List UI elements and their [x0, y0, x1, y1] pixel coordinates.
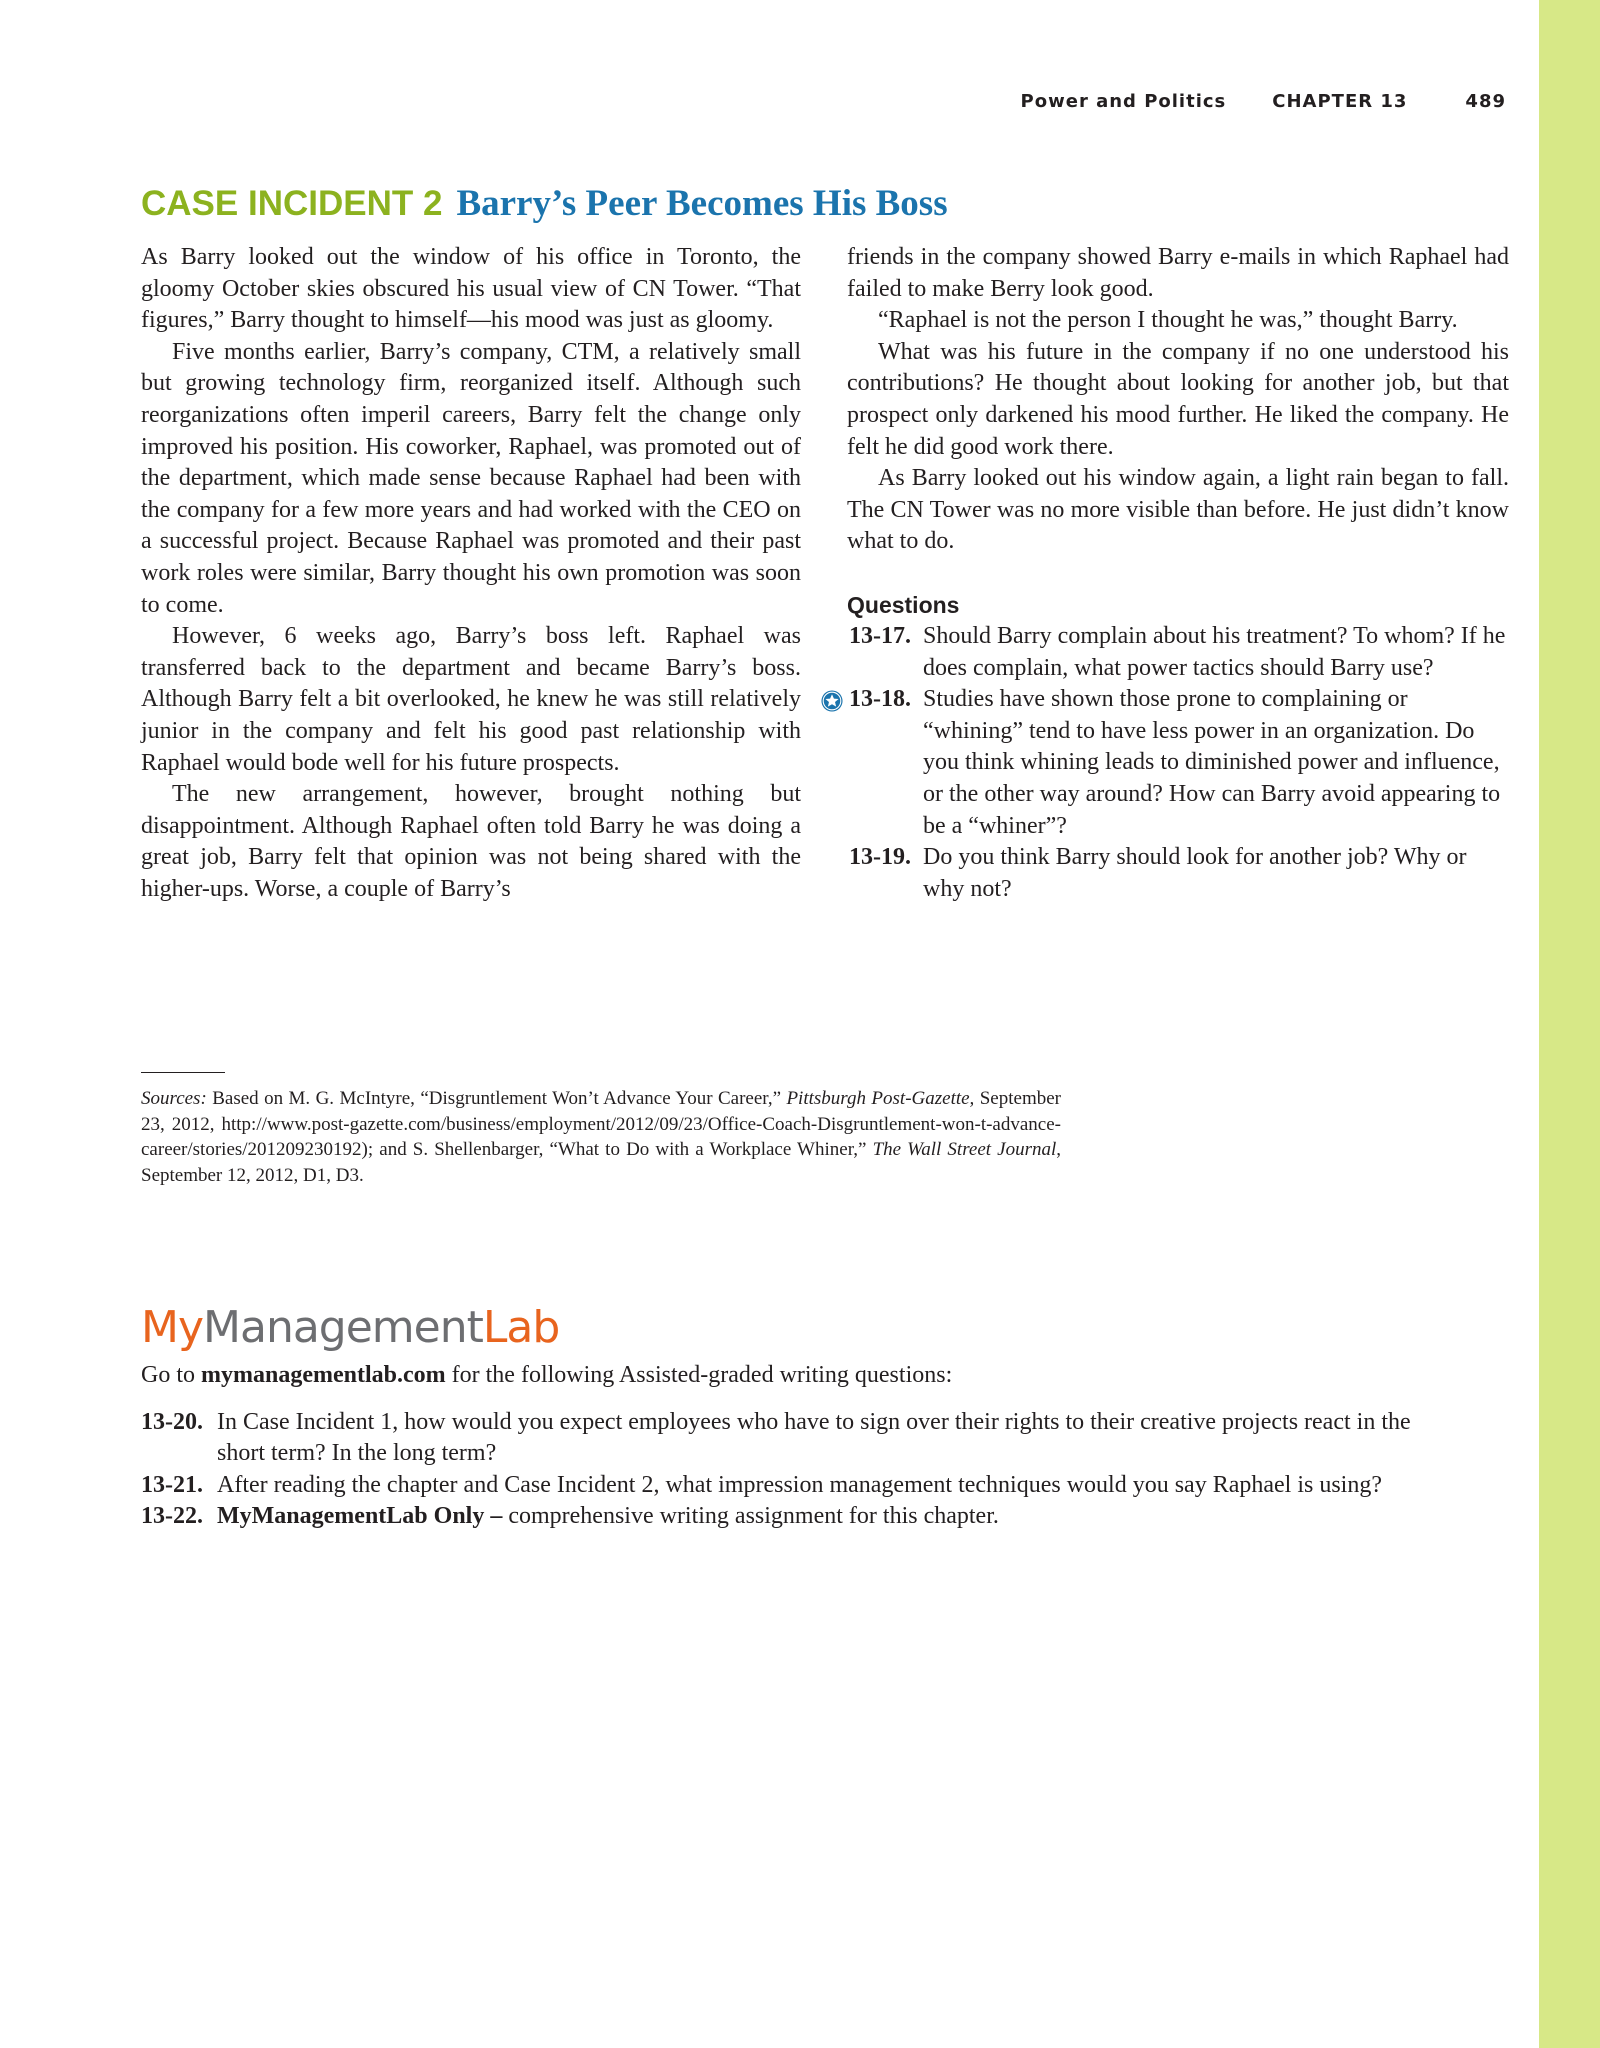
page-number: 489 [1465, 91, 1506, 112]
star-icon [821, 690, 843, 712]
question-text: Should Barry complain about his treatment? To whom? If he does complain, what power tactics should Barry use? [923, 622, 1506, 681]
case-incident-label: CASE INCIDENT 2 [141, 184, 443, 223]
mml-intro [141, 1360, 1441, 1392]
running-head [1021, 91, 1506, 112]
mml-question-number: 13-20. [141, 1408, 203, 1435]
mml-question-item [141, 1407, 1441, 1470]
questions-heading: Questions [847, 591, 960, 618]
question-number: 13-18. [849, 686, 911, 713]
mml-question-text: In Case Incident 1, how would you expect employees who have to sign over their rights to their creative projects react in the short term? In the long term? [217, 1408, 1411, 1467]
case-paragraph: The new arrangement, however, brought nothing but disappointment. Although Raphael often told Barry he was doing a great job, Barry felt that opinion was not being shared with the higher-ups. Worse, a couple of Barry’s [141, 781, 801, 902]
running-head-chapter: CHAPTER 13 [1272, 91, 1408, 112]
running-head-section: Power and Politics [1020, 91, 1227, 112]
sources-text: , September 12, 2012, D1, D3. [141, 1139, 1061, 1186]
mml-intro-text: Go to [141, 1362, 201, 1388]
question-number: 13-17. [849, 622, 911, 649]
logo-management: Management [203, 1302, 483, 1353]
mml-site-link[interactable]: mymanagementlab.com [201, 1362, 446, 1388]
mml-question-item [141, 1501, 1441, 1533]
case-incident-title: Barry’s Peer Becomes His Boss [456, 183, 948, 224]
mml-question-item [141, 1470, 1441, 1502]
logo-my: My [141, 1302, 204, 1353]
logo-lab: Lab [482, 1302, 560, 1353]
case-paragraph: As Barry looked out the window of his office in Toronto, the gloomy October skies obscured his usual view of CN Tower. “That figures,” Barry thought to himself—his mood was just as gloomy. [141, 244, 801, 334]
case-left-column [141, 242, 801, 905]
question-item [847, 684, 1509, 842]
sources-note [141, 1086, 1061, 1188]
case-paragraph: Five months earlier, Barry’s company, CTM, a relatively small but growing technology firm, reorganized itself. Although such reorganizations often imperil careers, Barry felt the change only improved his position. His coworker, Raphael, was promoted out of the department, which made sense because Raphael had been with the company for a few more years and had worked with the CEO on a successful project. Because Raphael was promoted and their past work roles were similar, Barry thought his own promotion was soon to come. [141, 338, 801, 618]
mml-intro-text: for the following Assisted-graded writing questions: [445, 1362, 953, 1388]
case-right-column [847, 242, 1509, 905]
question-text: Do you think Barry should look for another job? Why or why not? [923, 844, 1467, 902]
page-edge-color-band [1539, 0, 1600, 2048]
question-item [847, 621, 1509, 684]
sources-publication: The Wall Street Journal [872, 1139, 1057, 1160]
mml-question-text: After reading the chapter and Case Incident 2, what impression management techniques would you say Raphael is using? [217, 1471, 1382, 1498]
case-paragraph: However, 6 weeks ago, Barry’s boss left. Raphael was transferred back to the department and became Barry’s boss. Although Barry felt a bit overlooked, he knew he was still relatively junior in the company and felt his good past relationship with Raphael would bode well for his future prospects. [141, 623, 801, 776]
mml-only-label: MyManagementLab Only – [217, 1503, 503, 1530]
questions-list [847, 621, 1509, 905]
case-incident-heading [141, 180, 948, 228]
question-text: Studies have shown those prone to complaining or “whining” tend to have less power in an organization. Do you think whining leads to diminished power and influence, or the other way around? How can Barry avoid appearing to be a “whiner”? [923, 686, 1501, 839]
case-paragraph: As Barry looked out his window again, a light rain began to fall. The CN Tower was no more visible than before. He just didn’t know what to do. [847, 465, 1509, 555]
case-paragraph: friends in the company showed Barry e-mails in which Raphael had failed to make Berry look good. [847, 244, 1509, 302]
sources-text: Based on M. G. McIntyre, “Disgruntlement Won’t Advance Your Career,” [206, 1088, 787, 1109]
case-paragraph: What was his future in the company if no one understood his contributions? He thought about looking for another job, but that prospect only darkened his mood further. He liked the company. He felt he did good work there. [847, 338, 1509, 460]
question-number: 13-19. [849, 844, 911, 871]
sources-text: September 23, 2012, http://www.post-gazette.com/business/employment/2012/09/23/Office-Coach-Disgruntlement-won-t-advance-career/stories/201209230192); and S. Shellenbarger, “What to Do with a Workplace Whiner,” [141, 1088, 1061, 1160]
question-item [847, 842, 1509, 905]
mml-question-number: 13-21. [141, 1471, 203, 1498]
sources-publication: Pittsburgh Post-Gazette, [786, 1088, 975, 1109]
footnote-rule [141, 1072, 225, 1073]
case-paragraph: “Raphael is not the person I thought he was,” thought Barry. [878, 307, 1458, 334]
mml-question-text: comprehensive writing assignment for this chapter. [502, 1503, 999, 1530]
mml-writing-questions [141, 1360, 1441, 1533]
sources-label: Sources: [141, 1088, 207, 1109]
mymanagementlab-logo [141, 1300, 559, 1356]
mml-question-number: 13-22. [141, 1503, 203, 1530]
